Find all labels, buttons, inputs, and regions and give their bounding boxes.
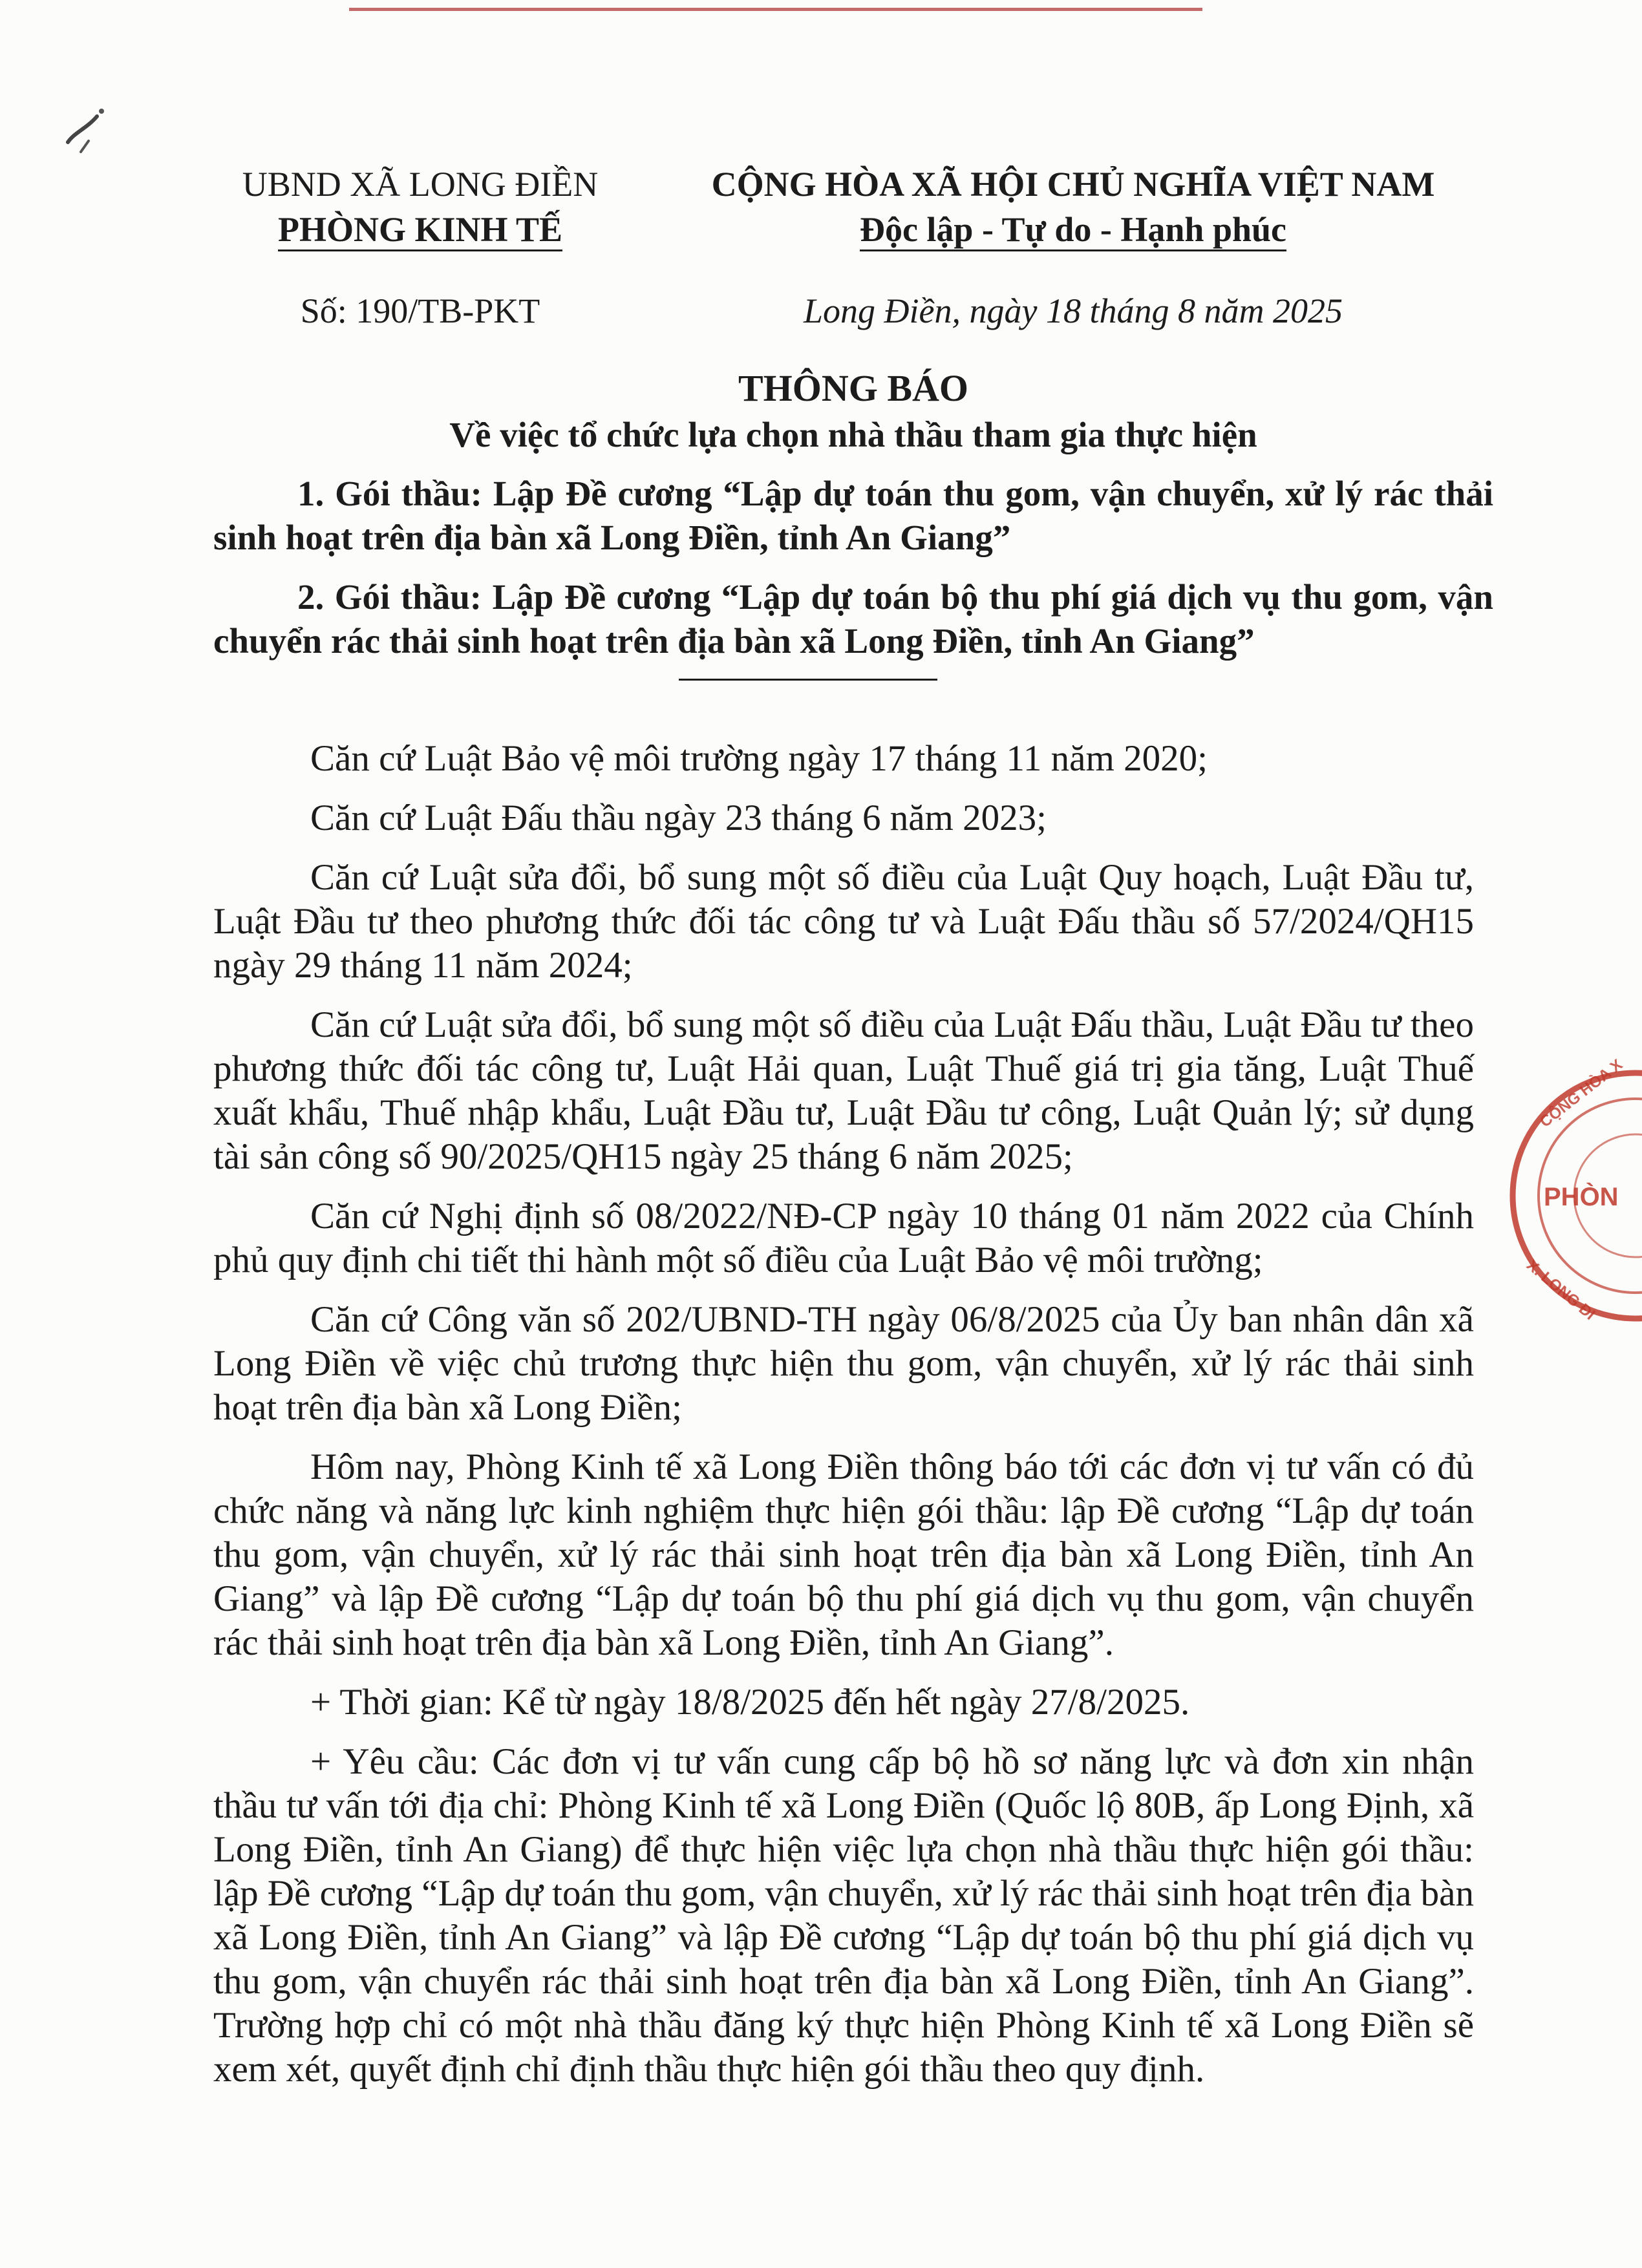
place-and-date: Long Điền, ngày 18 tháng 8 năm 2025 [804,291,1343,330]
official-seal-icon [1500,1055,1642,1331]
top-edge-line [349,8,1202,11]
nation-motto-text: Độc lập - Tự do - Hạnh phúc [860,211,1286,251]
svg-text:X. LONG ĐI: X. LONG ĐI [1523,1256,1599,1324]
national-heading [666,162,1480,331]
legal-basis-amended-law-90: Căn cứ Luật sửa đổi, bổ sung một số điều của Luật Đấu thầu, Luật Đầu tư theo phương thức đối tác công tư, Luật Hải quan, Luật Thuế giá trị gia tăng, Luật Thuế xuất khẩu, Thuế nhập khẩu, Luật Đầu tư, Luật Đầu tư công, Luật Quản lý; sử dụng tài sản công số 90/2025/QH15 ngày 25 tháng 6 năm 2025; [213,1004,1474,1177]
svg-text:CỘNG HÒA X: CỘNG HÒA X [1537,1055,1626,1131]
legal-basis-official-letter-202: Căn cứ Công văn số 202/UBND-TH ngày 06/8/2025 của Ủy ban nhân dân xã Long Điền về việc chủ trương thực hiện thu gom, vận chuyển, xử lý rác thải sinh hoạt trên địa bàn xã Long Điền; [213,1299,1474,1428]
legal-basis-bidding-law: Căn cứ Luật Đấu thầu ngày 23 tháng 6 năm 2023; [310,798,1047,838]
document-body [213,737,1474,2107]
package-2: 2. Gói thầu: Lập Đề cương “Lập dự toán bộ thu phí giá dịch vụ thu gom, vận chuyển rác thải sinh hoạt trên địa bàn xã Long Điền, tỉnh An Giang” [213,577,1493,661]
document-number: Số: 190/TB-PKT [300,291,540,330]
pen-mark-icon [61,97,120,168]
title-subtitle: Về việc tổ chức lựa chọn nhà thầu tham gia thực hiện [449,415,1257,454]
issuing-agency [200,162,640,331]
title-main: THÔNG BÁO [738,367,969,409]
nation-motto [666,207,1480,252]
agency-name [200,207,640,252]
requirements-item: + Yêu cầu: Các đơn vị tư vấn cung cấp bộ hồ sơ năng lực và đơn xin nhận thầu tư vấn tới địa chỉ: Phòng Kinh tế xã Long Điền (Quốc lộ 80B, ấp Long Định, xã Long Điền, tỉnh An Giang) để thực hiện việc lựa chọn nhà thầu thực hiện gói thầu: lập Đề cương “Lập dự toán thu gom, vận chuyển, xử lý rác thải sinh hoạt trên địa bàn xã Long Điền, tỉnh An Giang” và lập Đề cương “Lập dự toán bộ thu phí giá dịch vụ thu gom, vận chuyển rác thải sinh hoạt trên địa bàn xã Long Điền, tỉnh An Giang”. Trường hợp chỉ có một nhà thầu đăng ký thực hiện Phòng Kinh tế xã Long Điền sẽ xem xét, quyết định chỉ định thầu thực hiện gói thầu theo quy định. [213,1741,1474,2090]
title-divider [679,679,937,681]
document-title [213,365,1493,458]
legal-basis-environment-law: Căn cứ Luật Bảo vệ môi trường ngày 17 tháng 11 năm 2020; [310,738,1208,779]
nation-name: CỘNG HÒA XÃ HỘI CHỦ NGHĨA VIỆT NAM [711,165,1435,204]
package-1: 1. Gói thầu: Lập Đề cương “Lập dự toán thu gom, vận chuyển, xử lý rác thải sinh hoạt trên địa bàn xã Long Điền, tỉnh An Giang” [213,474,1493,557]
agency-parent: UBND XÃ LONG ĐIỀN [242,165,599,204]
legal-basis-decree-08: Căn cứ Nghị định số 08/2022/NĐ-CP ngày 10 tháng 01 năm 2022 của Chính phủ quy định chi tiết thi hành một số điều của Luật Bảo vệ môi trường; [213,1196,1474,1280]
agency-name-text: PHÒNG KINH TẾ [278,211,562,251]
seal-center-text: PHÒN [1544,1183,1619,1211]
announcement-paragraph: Hôm nay, Phòng Kinh tế xã Long Điền thông báo tới các đơn vị tư vấn có đủ chức năng và năng lực kinh nghiệm thực hiện gói thầu: lập Đề cương “Lập dự toán thu gom, vận chuyển, xử lý rác thải sinh hoạt trên địa bàn xã Long Điền, tỉnh An Giang” và lập Đề cương “Lập dự toán bộ thu phí giá dịch vụ thu gom, vận chuyển rác thải sinh hoạt trên địa bàn xã Long Điền, tỉnh An Giang”. [213,1447,1474,1663]
time-period-item: + Thời gian: Kể từ ngày 18/8/2025 đến hết ngày 27/8/2025. [310,1682,1190,1722]
legal-basis-amended-law-57: Căn cứ Luật sửa đổi, bổ sung một số điều của Luật Quy hoạch, Luật Đầu tư, Luật Đầu tư theo phương thức đối tác công tư và Luật Đấu thầu số 57/2024/QH15 ngày 29 tháng 11 năm 2024; [213,857,1474,986]
